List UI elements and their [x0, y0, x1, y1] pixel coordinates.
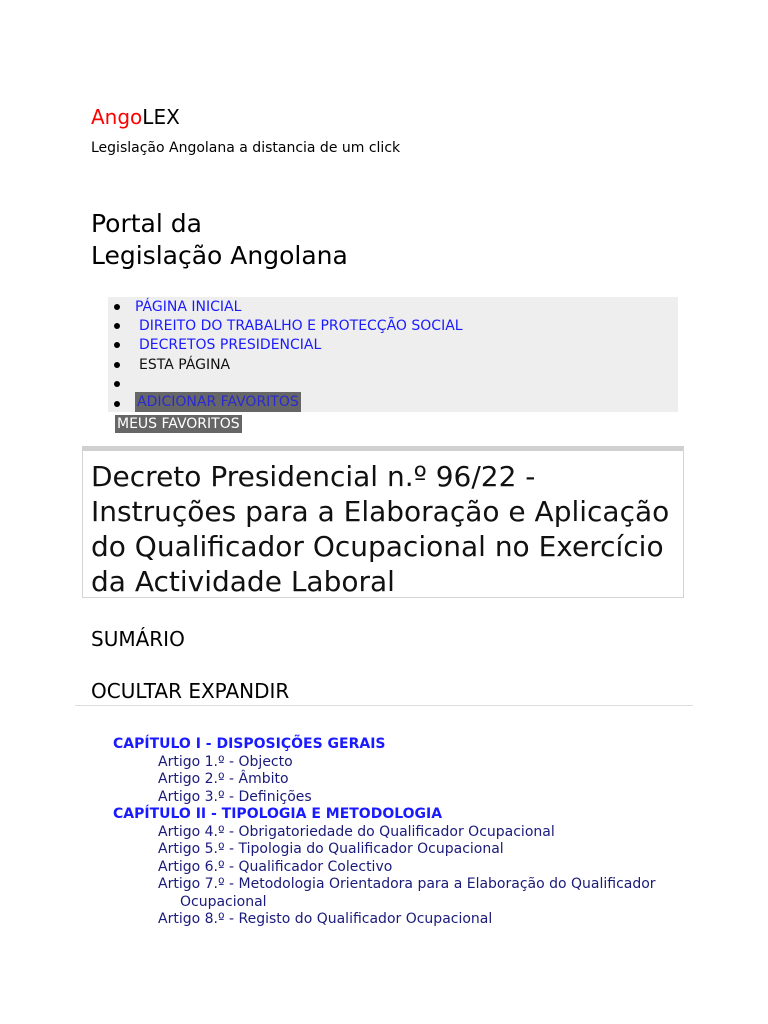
brand-name-part2: LEX: [142, 105, 180, 129]
bullet-icon: [114, 342, 120, 348]
nav-item-presidential-decrees-label[interactable]: DECRETOS PRESIDENCIAL: [139, 337, 322, 353]
toc-article-6[interactable]: Artigo 6.º - Qualificador Colectivo: [158, 858, 393, 875]
brand-name-part1: Ango: [91, 105, 143, 129]
toc-article-1[interactable]: Artigo 1.º - Objecto: [158, 753, 293, 770]
portal-title: [91, 208, 348, 272]
bullet-icon: [114, 304, 120, 310]
summary-heading: SUMÁRIO: [91, 627, 185, 651]
bullet-icon: [114, 401, 120, 407]
bullet-icon: [114, 381, 120, 387]
toc-article-8[interactable]: Artigo 8.º - Registo do Qualificador Ocupacional: [158, 911, 493, 927]
hide-summary-button[interactable]: OCULTAR: [91, 679, 182, 703]
portal-title-line2: Legislação Angolana: [91, 241, 348, 270]
toc-chapter-2[interactable]: CAPÍTULO II - TIPOLOGIA E METODOLOGIA: [113, 806, 443, 822]
nav-item-labor-law-label[interactable]: DIREITO DO TRABALHO E PROTECÇÃO SOCIAL: [139, 318, 463, 334]
toc-article-7-line2: Ocupacional: [180, 893, 267, 910]
nav-item-this-page-label: ESTA PÁGINA: [139, 357, 231, 373]
site-logo[interactable]: [91, 104, 180, 130]
my-favorites-button[interactable]: MEUS FAVORITOS: [117, 416, 240, 432]
summary-toggle-row: [91, 678, 289, 704]
toc-article-7[interactable]: [113, 876, 713, 911]
document-title-box: [82, 446, 684, 598]
nav-item-home-label[interactable]: PÁGINA INICIAL: [135, 299, 242, 315]
toc-article-4[interactable]: Artigo 4.º - Obrigatoriedade do Qualificador Ocupacional: [158, 823, 555, 840]
bullet-icon: [114, 362, 120, 368]
bullet-icon: [114, 323, 120, 329]
portal-title-line1: Portal da: [91, 209, 202, 238]
site-tagline: Legislação Angolana a distancia de um click: [91, 140, 401, 156]
document-title: Decreto Presidencial n.º 96/22 - Instruções para a Elaboração e Aplicação do Qualificador Ocupacional no Exercício da Actividade Laboral: [91, 460, 670, 598]
toc-article-7-line1: Artigo 7.º - Metodologia Orientadora para a Elaboração do Qualificador: [158, 876, 656, 892]
expand-summary-button[interactable]: EXPANDIR: [188, 679, 290, 703]
main-nav: [108, 297, 678, 412]
toc-article-5[interactable]: Artigo 5.º - Tipologia do Qualificador Ocupacional: [158, 841, 504, 857]
divider: [75, 705, 693, 706]
toc-chapter-1[interactable]: CAPÍTULO I - DISPOSIÇÕES GERAIS: [113, 736, 386, 752]
add-favorites-button[interactable]: ADICIONAR FAVORITOS: [137, 394, 299, 410]
toc-article-2[interactable]: Artigo 2.º - Âmbito: [158, 771, 289, 787]
toc-article-3[interactable]: Artigo 3.º - Definições: [158, 788, 312, 805]
table-of-contents: [113, 736, 713, 929]
